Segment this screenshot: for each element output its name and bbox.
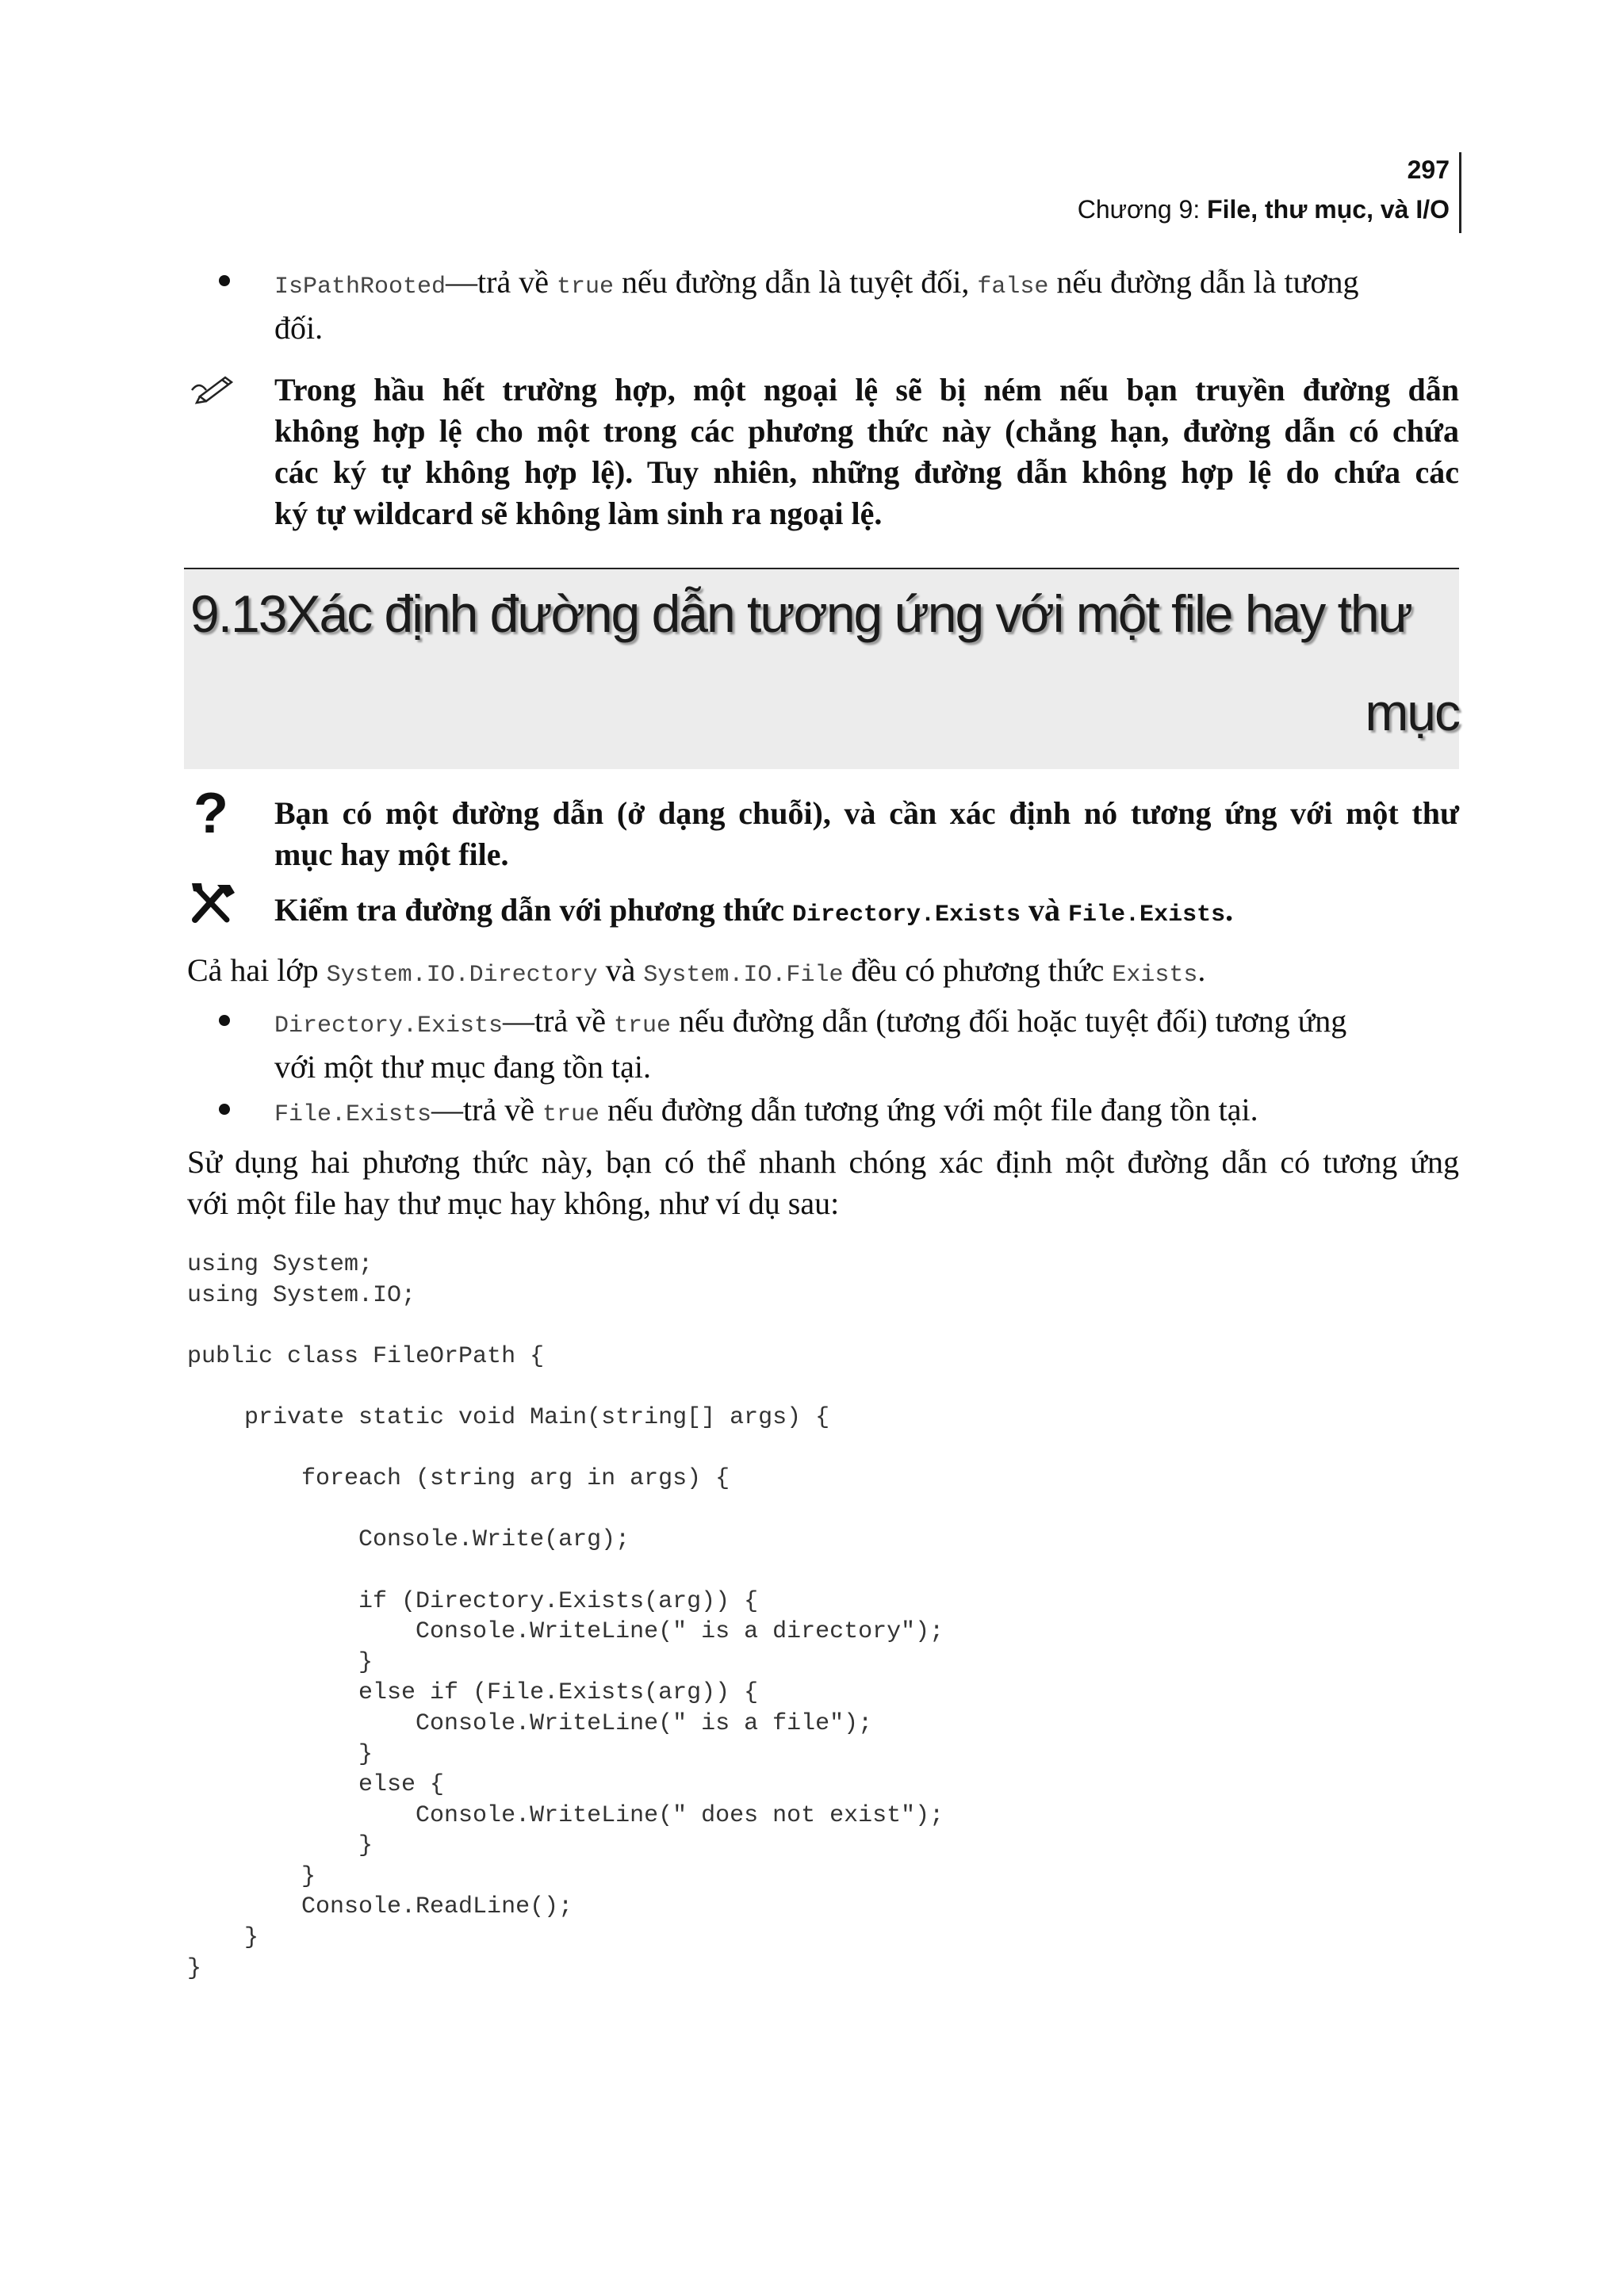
- note-text: [274, 369, 1459, 534]
- code-file-exists: File.Exists: [274, 1101, 432, 1128]
- bullet-dot: [219, 275, 230, 286]
- section-heading: [190, 584, 1459, 644]
- bullet-ispathrooted: [274, 262, 1459, 349]
- problem-line: Bạn có một đường dẫn (ở dạng chuỗi), và cần xác định nó tương ứng với một thư: [274, 795, 1459, 831]
- code-ispathrooted: IsPathRooted: [274, 274, 446, 301]
- bullet-text: nếu đường dẫn là tuyệt đối,: [614, 264, 978, 300]
- bullet-text: —trả về: [446, 264, 557, 300]
- bullet-text: —trả về: [503, 1003, 614, 1039]
- intro-text: và: [597, 952, 644, 988]
- chapter-prefix: Chương 9:: [1077, 195, 1208, 224]
- code-listing: using System; using System.IO; public class FileOrPath { private static void Main(string[] args) { foreach (string arg in args) { Console.Write(arg); if (Directory.Exists(arg)) { Console.WriteLine(" is a directory"); } else if (File.Exists(arg)) { Console.WriteLine(" is a file"); } else { Console.WriteLine(" does not exist"); } } Console.ReadLine(); } }: [187, 1251, 944, 1982]
- note-line: các ký tự không hợp lệ). Tuy nhiên, những đường dẫn không hợp lệ do chứa các: [274, 454, 1459, 490]
- bullet-text: nếu đường dẫn (tương đối hoặc tuyệt đối) tương ứng: [671, 1003, 1347, 1039]
- code-directory-exists: Directory.Exists: [792, 902, 1021, 928]
- note-line: không hợp lệ cho một trong các phương thức này (chẳng hạn, đường dẫn có chứa: [274, 413, 1459, 449]
- problem-line: mục hay một file.: [274, 836, 509, 872]
- code-exists: Exists: [1112, 962, 1198, 989]
- note-line: Trong hầu hết trường hợp, một ngoại lệ sẽ bị ném nếu bạn truyền đường dẫn: [274, 372, 1459, 408]
- summary-line: với một file hay thư mục hay không, như ví dụ sau:: [187, 1185, 840, 1221]
- code-directory-exists: Directory.Exists: [274, 1013, 504, 1039]
- problem-text: [274, 793, 1459, 875]
- intro-text: Cả hai lớp: [187, 952, 327, 988]
- code-true: true: [542, 1101, 600, 1128]
- code-system-io-directory: System.IO.Directory: [326, 962, 598, 989]
- bullet-directory-exists: [274, 1001, 1459, 1088]
- header-rule: [1459, 152, 1461, 233]
- intro-text: đều có phương thức: [843, 952, 1113, 988]
- solution-text-part: và: [1021, 892, 1069, 928]
- summary-paragraph: [187, 1142, 1459, 1224]
- section-number: 9.13: [190, 584, 286, 643]
- section-title-line1: Xác định đường dẫn tương ứng với một file hay thư: [285, 584, 1411, 643]
- bullet-file-exists: [274, 1089, 1258, 1135]
- bullet-text-line2: với một thư mục đang tồn tại.: [274, 1049, 651, 1085]
- bullet-dot: [219, 1015, 230, 1026]
- summary-line: Sử dụng hai phương thức này, bạn có thể nhanh chóng xác định một đường dẫn có tương ứng: [187, 1144, 1459, 1180]
- pencil-note-icon: [189, 373, 236, 404]
- section-title-line2: mục: [1365, 683, 1459, 741]
- bullet-text: nếu đường dẫn tương ứng với một file đang tồn tại.: [599, 1092, 1258, 1127]
- code-true: true: [614, 1013, 672, 1039]
- solution-text: [274, 890, 1233, 936]
- note-line: ký tự wildcard sẽ không làm sinh ra ngoại lệ.: [274, 496, 883, 531]
- page-number: 297: [1407, 155, 1450, 184]
- bullet-text-line2: đối.: [274, 310, 324, 346]
- code-false: false: [977, 274, 1049, 301]
- intro-paragraph: [187, 950, 1205, 996]
- bullet-text: —trả về: [431, 1092, 542, 1127]
- code-file-exists: File.Exists: [1068, 902, 1226, 928]
- chapter-title: File, thư mục, và I/O: [1207, 195, 1450, 224]
- bullet-dot: [219, 1104, 230, 1115]
- solution-text-part: .: [1225, 892, 1234, 928]
- code-true: true: [557, 274, 615, 301]
- bullet-text: nếu đường dẫn là tương: [1048, 264, 1359, 300]
- tools-icon: [189, 880, 238, 930]
- chapter-header: [1078, 195, 1450, 224]
- code-system-io-file: System.IO.File: [643, 962, 844, 989]
- intro-text: .: [1197, 952, 1206, 988]
- question-mark-icon: ?: [193, 782, 228, 845]
- solution-text-part: Kiểm tra đường dẫn với phương thức: [274, 892, 792, 928]
